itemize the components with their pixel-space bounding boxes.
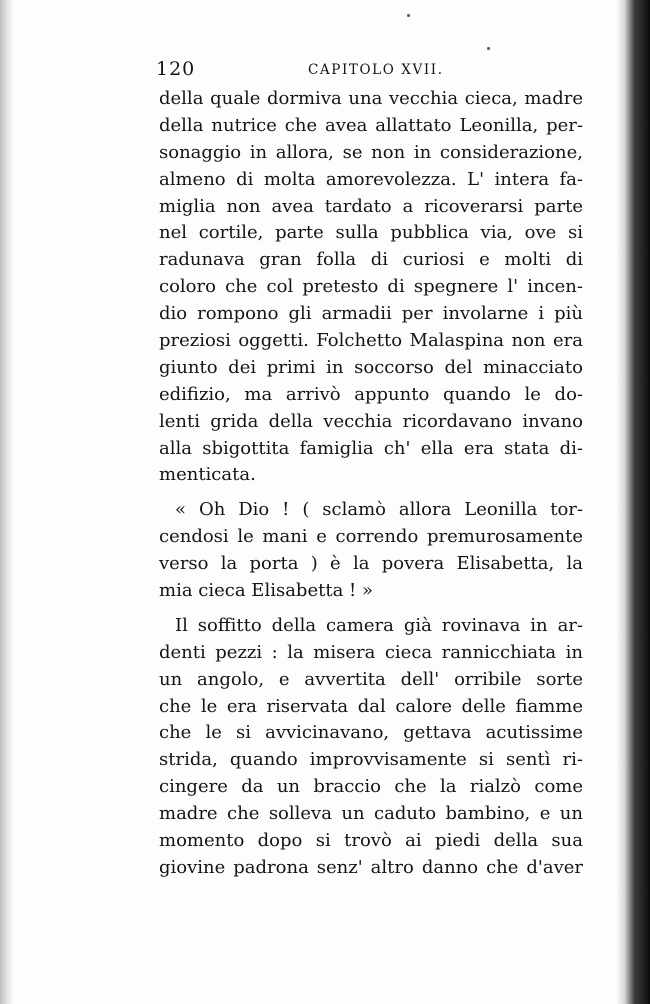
text-line: cingere da un braccio che la rialzò come xyxy=(159,776,583,798)
text-line: che le era riservata dal calore delle fiamme xyxy=(159,695,583,717)
text-line: lenti grida della vecchia ricordavano invano xyxy=(159,410,583,432)
text-line: un angolo, e avvertita dell' orribile sorte xyxy=(159,668,583,690)
paper-speck xyxy=(487,47,490,50)
text-line: giunto dei primi in soccorso del minacciato xyxy=(159,356,583,378)
text-line: Il soffitto della camera già rovinava in ar- xyxy=(175,614,583,636)
text-line: preziosi oggetti. Folchetto Malaspina non era xyxy=(159,330,583,352)
text-line: denti pezzi : la misera cieca rannicchiata in xyxy=(159,641,583,663)
body-text xyxy=(159,86,583,882)
text-line: madre che solleva un caduto bambino, e un xyxy=(159,803,583,825)
text-line: miglia non avea tardato a ricoverarsi parte xyxy=(159,195,583,217)
text-line: dio rompono gli armadii per involarne i più xyxy=(159,303,583,325)
text-line: sonaggio in allora, se non in considerazione, xyxy=(159,141,583,163)
text-line: giovine padrona senz' altro danno che d'aver xyxy=(159,856,583,878)
text-line: momento dopo si trovò ai piedi della sua xyxy=(159,830,583,852)
text-line: verso la porta ) è la povera Elisabetta, la xyxy=(159,553,583,575)
text-line: alla sbigottita famiglia ch' ella era stata di- xyxy=(159,437,583,459)
text-line: della quale dormiva una vecchia cieca, madre xyxy=(159,88,583,109)
text-line: che le si avvicinavano, gettava acutissime xyxy=(159,722,583,744)
book-binding-shadow xyxy=(616,0,650,1004)
page-gutter-shadow xyxy=(0,0,14,1004)
paragraph-gap xyxy=(159,489,583,497)
text-line: strida, quando improvvisamente si sentì ri- xyxy=(159,749,583,771)
text-line: almeno di molta amorevolezza. L' intera fa- xyxy=(159,168,583,190)
page-number: 120 xyxy=(156,58,196,80)
text-line: menticata. xyxy=(159,464,256,486)
text-line: mia cieca Elisabetta ! » xyxy=(159,580,373,602)
page-header xyxy=(156,58,576,86)
text-line: radunava gran folla di curiosi e molti di xyxy=(159,249,583,271)
running-title: CAPITOLO XVII. xyxy=(308,62,444,78)
text-line: « Oh Dio ! ( sclamò allora Leonilla tor- xyxy=(175,499,583,521)
paper-speck xyxy=(407,14,410,17)
text-line: della nutrice che avea allattato Leonilla, per- xyxy=(159,114,583,136)
text-line: edifizio, ma arrivò appunto quando le do- xyxy=(159,383,583,405)
paragraph-gap xyxy=(159,605,583,613)
text-line: cendosi le mani e correndo premurosamente xyxy=(159,526,583,548)
text-line: coloro che col pretesto di spegnere l' incen- xyxy=(159,276,583,298)
text-line: nel cortile, parte sulla pubblica via, ove si xyxy=(159,222,583,244)
